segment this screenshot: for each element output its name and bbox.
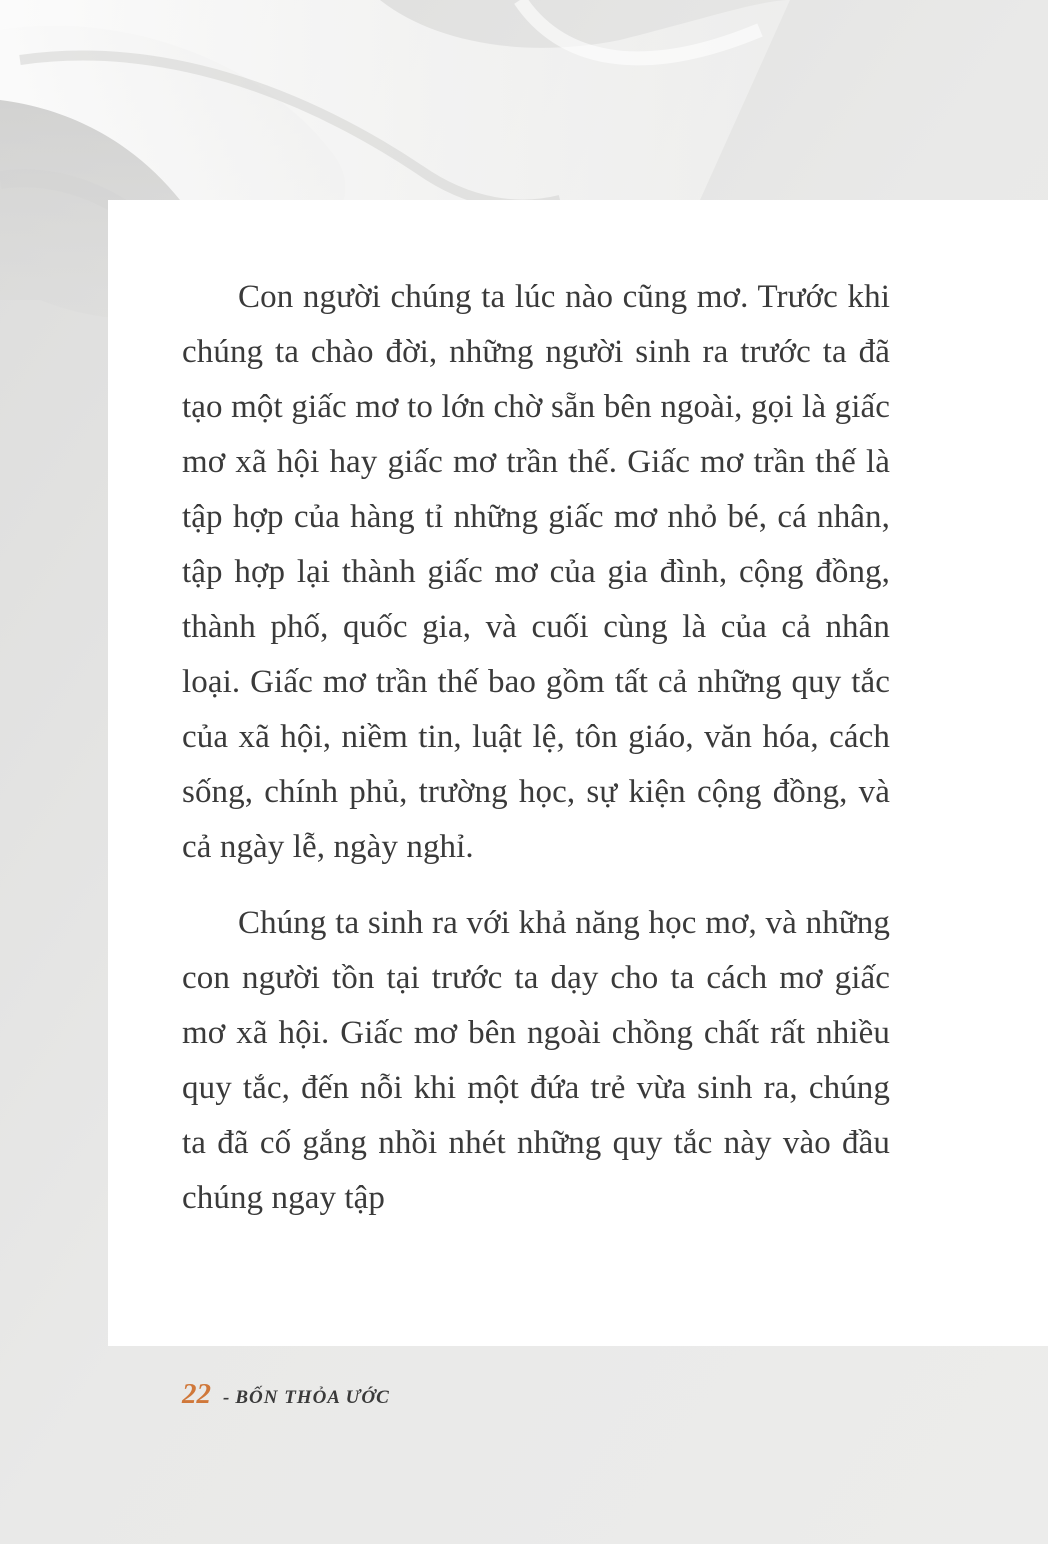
page-footer (182, 1378, 390, 1418)
running-book-title: BỐN THỎA ƯỚC (235, 1387, 390, 1408)
paragraph-2: Chúng ta sinh ra với khả năng học mơ, và những con người tồn tại trước ta dạy cho ta cách mơ giấc mơ xã hội. Giấc mơ bên ngoài chồng chất rất nhiều quy tắc, đến nỗi khi một đứa trẻ vừa sinh ra, chúng ta đã cố gắng nhồi nhét những quy tắc này vào đầu chúng ngay tập (182, 905, 890, 1216)
page-number: 22 (182, 1378, 211, 1410)
body-text (182, 270, 890, 1226)
paragraph-1: Con người chúng ta lúc nào cũng mơ. Trước khi chúng ta chào đời, những người sinh ra trước ta đã tạo một giấc mơ to lớn chờ sẵn bên ngoài, gọi là giấc mơ xã hội hay giấc mơ trần thế. Giấc mơ trần thế là tập hợp của hàng tỉ những giấc mơ nhỏ bé, cá nhân, tập hợp lại thành giấc mơ của gia đình, cộng đồng, thành phố, quốc gia, và cuối cùng là của cả nhân loại. Giấc mơ trần thế bao gồm tất cả những quy tắc của xã hội, niềm tin, luật lệ, tôn giáo, văn hóa, cách sống, chính phủ, trường học, sự kiện cộng đồng, và cả ngày lễ, ngày nghỉ. (182, 279, 890, 865)
footer-separator: - (223, 1387, 230, 1408)
